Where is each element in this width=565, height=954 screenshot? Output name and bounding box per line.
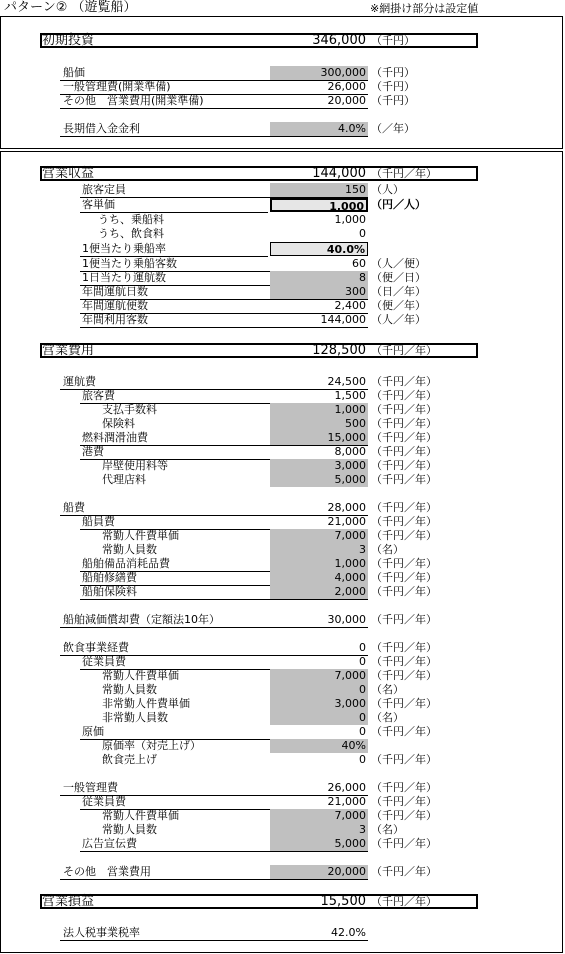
value-cell: 20,000 (327, 94, 366, 107)
unit-label: （千円／年） (371, 585, 437, 598)
data-row (0, 122, 565, 136)
data-row (0, 431, 565, 445)
unit-label: （千円／年） (371, 641, 437, 654)
row-label: 港費 (82, 445, 104, 458)
input-cell[interactable]: 3,000 (270, 697, 368, 711)
unit-label: （人） (371, 183, 404, 196)
data-row (0, 711, 565, 725)
input-cell[interactable]: 4,000 (270, 571, 368, 585)
data-row (0, 557, 565, 571)
row-underline (60, 940, 368, 941)
row-label: 常勤人件費単価 (102, 809, 179, 822)
data-row (0, 285, 565, 299)
row-label: 常勤人件費単価 (102, 669, 179, 682)
value-cell: 0 (359, 725, 366, 738)
row-label: 船価 (63, 66, 85, 79)
row-label: 常勤人員数 (102, 543, 157, 556)
unit-label: （千円／年） (371, 417, 437, 430)
value-cell: 42.0% (331, 926, 366, 939)
row-label: 従業員費 (82, 655, 126, 668)
value-cell: 28,000 (327, 501, 366, 514)
row-label: 営業費用 (42, 343, 95, 358)
unit-label: （千円／年） (371, 515, 437, 528)
unit-label: （人／便） (371, 257, 426, 270)
data-row (0, 781, 565, 795)
unit-label: （便／日） (371, 271, 426, 284)
value-cell: 1,000 (334, 213, 366, 226)
value-cell: 144,000 (320, 313, 366, 326)
input-cell[interactable]: 1,000 (270, 403, 368, 417)
row-label: 旅客費 (82, 389, 115, 402)
data-row (0, 739, 565, 753)
data-row (0, 271, 565, 285)
row-label: 常勤人員数 (102, 823, 157, 836)
row-label: 1日当たり運航数 (82, 271, 166, 284)
unit-label: （千円／年） (371, 725, 437, 738)
input-cell[interactable]: 7,000 (270, 809, 368, 823)
value-cell: 15,500 (320, 894, 366, 909)
unit-label: （千円／年） (371, 344, 437, 357)
data-row (0, 515, 565, 529)
input-cell[interactable]: 3,000 (270, 459, 368, 473)
data-row (0, 655, 565, 669)
data-row (0, 529, 565, 543)
unit-label: （千円／年） (371, 529, 437, 542)
input-cell[interactable]: 20,000 (270, 865, 368, 879)
unit-label: （千円） (371, 80, 415, 93)
data-row (0, 257, 565, 271)
value-cell: 1,500 (334, 389, 366, 402)
row-label: 一般管理費(開業準備) (63, 80, 171, 93)
unit-label: （名） (371, 823, 404, 836)
row-label: その他 営業費用 (63, 865, 151, 878)
input-cell[interactable]: 0 (270, 711, 368, 725)
unit-label: （千円／年） (371, 669, 437, 682)
input-cell[interactable]: 8 (270, 271, 368, 285)
data-row (0, 299, 565, 313)
data-row (0, 571, 565, 585)
row-label: 初期投資 (42, 33, 95, 48)
row-label: その他 営業費用(開業準備) (63, 94, 204, 107)
unit-label: （千円／年） (371, 795, 437, 808)
row-label: 1便当たり乗船客数 (82, 257, 177, 270)
value-cell: 2,400 (334, 299, 366, 312)
value-cell: 24,500 (327, 375, 366, 388)
row-label: 燃料潤滑油費 (82, 431, 148, 444)
input-cell[interactable]: 1,000 (270, 198, 368, 212)
unit-label: （千円／年） (371, 781, 437, 794)
unit-label: （名） (371, 683, 404, 696)
row-label: うち、乗船料 (98, 213, 164, 226)
unit-label: （千円／年） (371, 473, 437, 486)
row-underline (80, 599, 368, 600)
row-underline (80, 327, 368, 328)
row-label: 非常勤人件費単価 (102, 697, 190, 710)
data-row (0, 865, 565, 879)
row-label: 常勤人件費単価 (102, 529, 179, 542)
row-label: 年間利用客数 (82, 313, 148, 326)
data-row (0, 389, 565, 403)
unit-label: （千円／年） (371, 431, 437, 444)
row-label: 常勤人員数 (102, 683, 157, 696)
value-cell: 0 (359, 753, 366, 766)
data-row (0, 669, 565, 683)
data-row (0, 473, 565, 487)
data-row (0, 375, 565, 389)
row-label: 従業員費 (82, 795, 126, 808)
input-cell[interactable]: 3 (270, 543, 368, 557)
row-label: 広告宣伝費 (82, 837, 137, 850)
value-cell: 26,000 (327, 781, 366, 794)
data-row (0, 823, 565, 837)
row-label: 船舶保険料 (82, 585, 137, 598)
unit-label: （千円／年） (371, 557, 437, 570)
row-label: 年間運航日数 (82, 285, 148, 298)
value-cell: 30,000 (327, 613, 366, 626)
unit-label: （千円／年） (371, 809, 437, 822)
row-label: 岸壁使用料等 (102, 459, 168, 472)
data-row (0, 227, 565, 241)
value-cell: 0 (359, 227, 366, 240)
unit-label: （千円） (371, 94, 415, 107)
unit-label: （千円／年） (371, 403, 437, 416)
row-label: 保険料 (102, 417, 135, 430)
data-row (0, 641, 565, 655)
row-underline (60, 108, 368, 109)
input-cell[interactable]: 500 (270, 417, 368, 431)
value-cell: 21,000 (327, 515, 366, 528)
data-row (0, 837, 565, 851)
row-label: 年間運航便数 (82, 299, 148, 312)
unit-label: （千円／年） (371, 445, 437, 458)
value-cell: 346,000 (312, 33, 366, 48)
input-cell[interactable]: 7,000 (270, 529, 368, 543)
input-cell[interactable]: 7,000 (270, 669, 368, 683)
row-label: 法人税事業税率 (63, 926, 140, 939)
row-label: 代理店料 (102, 473, 146, 486)
unit-label: （名） (371, 711, 404, 724)
input-cell[interactable]: 40% (270, 739, 368, 753)
input-cell[interactable]: 5,000 (270, 473, 368, 487)
row-label: 旅客定員 (82, 183, 126, 196)
unit-label: （千円／年） (371, 865, 437, 878)
unit-label: （千円／年） (371, 895, 437, 908)
data-row (0, 213, 565, 227)
row-label: 長期借入金金利 (63, 122, 140, 135)
section-header-row (0, 344, 565, 358)
unit-label: （千円） (371, 34, 415, 47)
row-label: 原価率（対売上げ） (102, 739, 201, 752)
row-label: 営業収益 (42, 166, 95, 181)
unit-label: （千円／年） (371, 753, 437, 766)
unit-label: （名） (371, 543, 404, 556)
legend-note: ※網掛け部分は設定値 (370, 2, 479, 15)
data-row (0, 66, 565, 80)
row-label: 一般管理費 (63, 781, 118, 794)
data-row (0, 753, 565, 767)
data-row (0, 80, 565, 94)
input-cell[interactable]: 15,000 (270, 431, 368, 445)
data-row (0, 417, 565, 431)
sheet-title: パターン② （遊覧船） (4, 0, 137, 15)
input-cell[interactable]: 300 (270, 285, 368, 299)
unit-label: （日／年） (371, 285, 426, 298)
row-underline (60, 627, 368, 628)
unit-label: （千円／年） (371, 613, 437, 626)
data-row (0, 313, 565, 327)
data-row (0, 613, 565, 627)
value-cell: 144,000 (312, 166, 366, 181)
data-row (0, 94, 565, 108)
row-underline (60, 136, 368, 137)
value-cell: 21,000 (327, 795, 366, 808)
data-row (0, 403, 565, 417)
unit-label: （千円／年） (371, 571, 437, 584)
unit-label: （円／人） (371, 198, 426, 211)
row-label: 非常勤人員数 (102, 711, 168, 724)
value-cell: 128,500 (312, 343, 366, 358)
row-underline (60, 879, 368, 880)
unit-label: （千円／年） (371, 655, 437, 668)
value-cell: 8,000 (334, 445, 366, 458)
row-label: 船員費 (82, 515, 115, 528)
data-row (0, 198, 565, 212)
data-row (0, 242, 565, 256)
row-label: 原価 (82, 725, 104, 738)
data-row (0, 445, 565, 459)
data-row (0, 809, 565, 823)
row-label: うち、飲食料 (98, 227, 164, 240)
value-cell: 0 (359, 655, 366, 668)
section-header-row (0, 34, 565, 48)
input-cell[interactable]: 2,000 (270, 585, 368, 599)
unit-label: （／年） (371, 122, 415, 135)
unit-label: （千円／年） (371, 167, 437, 180)
row-label: 飲食事業経費 (63, 641, 129, 654)
unit-label: （千円／年） (371, 459, 437, 472)
data-row (0, 725, 565, 739)
unit-label: （便／年） (371, 299, 426, 312)
row-label: 運航費 (63, 375, 96, 388)
data-row (0, 683, 565, 697)
input-cell[interactable]: 5,000 (270, 837, 368, 851)
data-row (0, 501, 565, 515)
data-row (0, 459, 565, 473)
input-cell[interactable]: 40.0% (270, 242, 368, 256)
section-header-row (0, 167, 565, 181)
row-label: 1便当たり乗船率 (82, 242, 166, 255)
data-row (0, 183, 565, 197)
row-label: 支払手数料 (102, 403, 157, 416)
data-row (0, 585, 565, 599)
unit-label: （千円／年） (371, 501, 437, 514)
unit-label: （千円／年） (371, 389, 437, 402)
unit-label: （千円／年） (371, 375, 437, 388)
input-cell[interactable]: 150 (270, 183, 368, 197)
value-cell: 60 (352, 257, 366, 270)
unit-label: （千円） (371, 66, 415, 79)
row-underline (80, 851, 368, 852)
input-cell[interactable]: 4.0% (270, 122, 368, 136)
input-cell[interactable]: 0 (270, 683, 368, 697)
row-label: 船舶減価償却費（定額法10年） (63, 613, 220, 626)
section-header-row (0, 895, 565, 909)
unit-label: （千円／年） (371, 697, 437, 710)
data-row (0, 697, 565, 711)
data-row (0, 543, 565, 557)
unit-label: （千円／年） (371, 837, 437, 850)
input-cell[interactable]: 3 (270, 823, 368, 837)
row-label: 飲食売上げ (102, 753, 157, 766)
unit-label: （人／年） (371, 313, 426, 326)
data-row (0, 926, 565, 940)
input-cell[interactable]: 300,000 (270, 66, 368, 80)
row-label: 営業損益 (42, 894, 95, 909)
row-label: 船舶備品消耗品費 (82, 557, 170, 570)
input-cell[interactable]: 1,000 (270, 557, 368, 571)
row-label: 船費 (63, 501, 85, 514)
data-row (0, 795, 565, 809)
row-label: 客単価 (82, 198, 115, 211)
row-label: 船舶修繕費 (82, 571, 137, 584)
value-cell: 0 (359, 641, 366, 654)
value-cell: 26,000 (327, 80, 366, 93)
